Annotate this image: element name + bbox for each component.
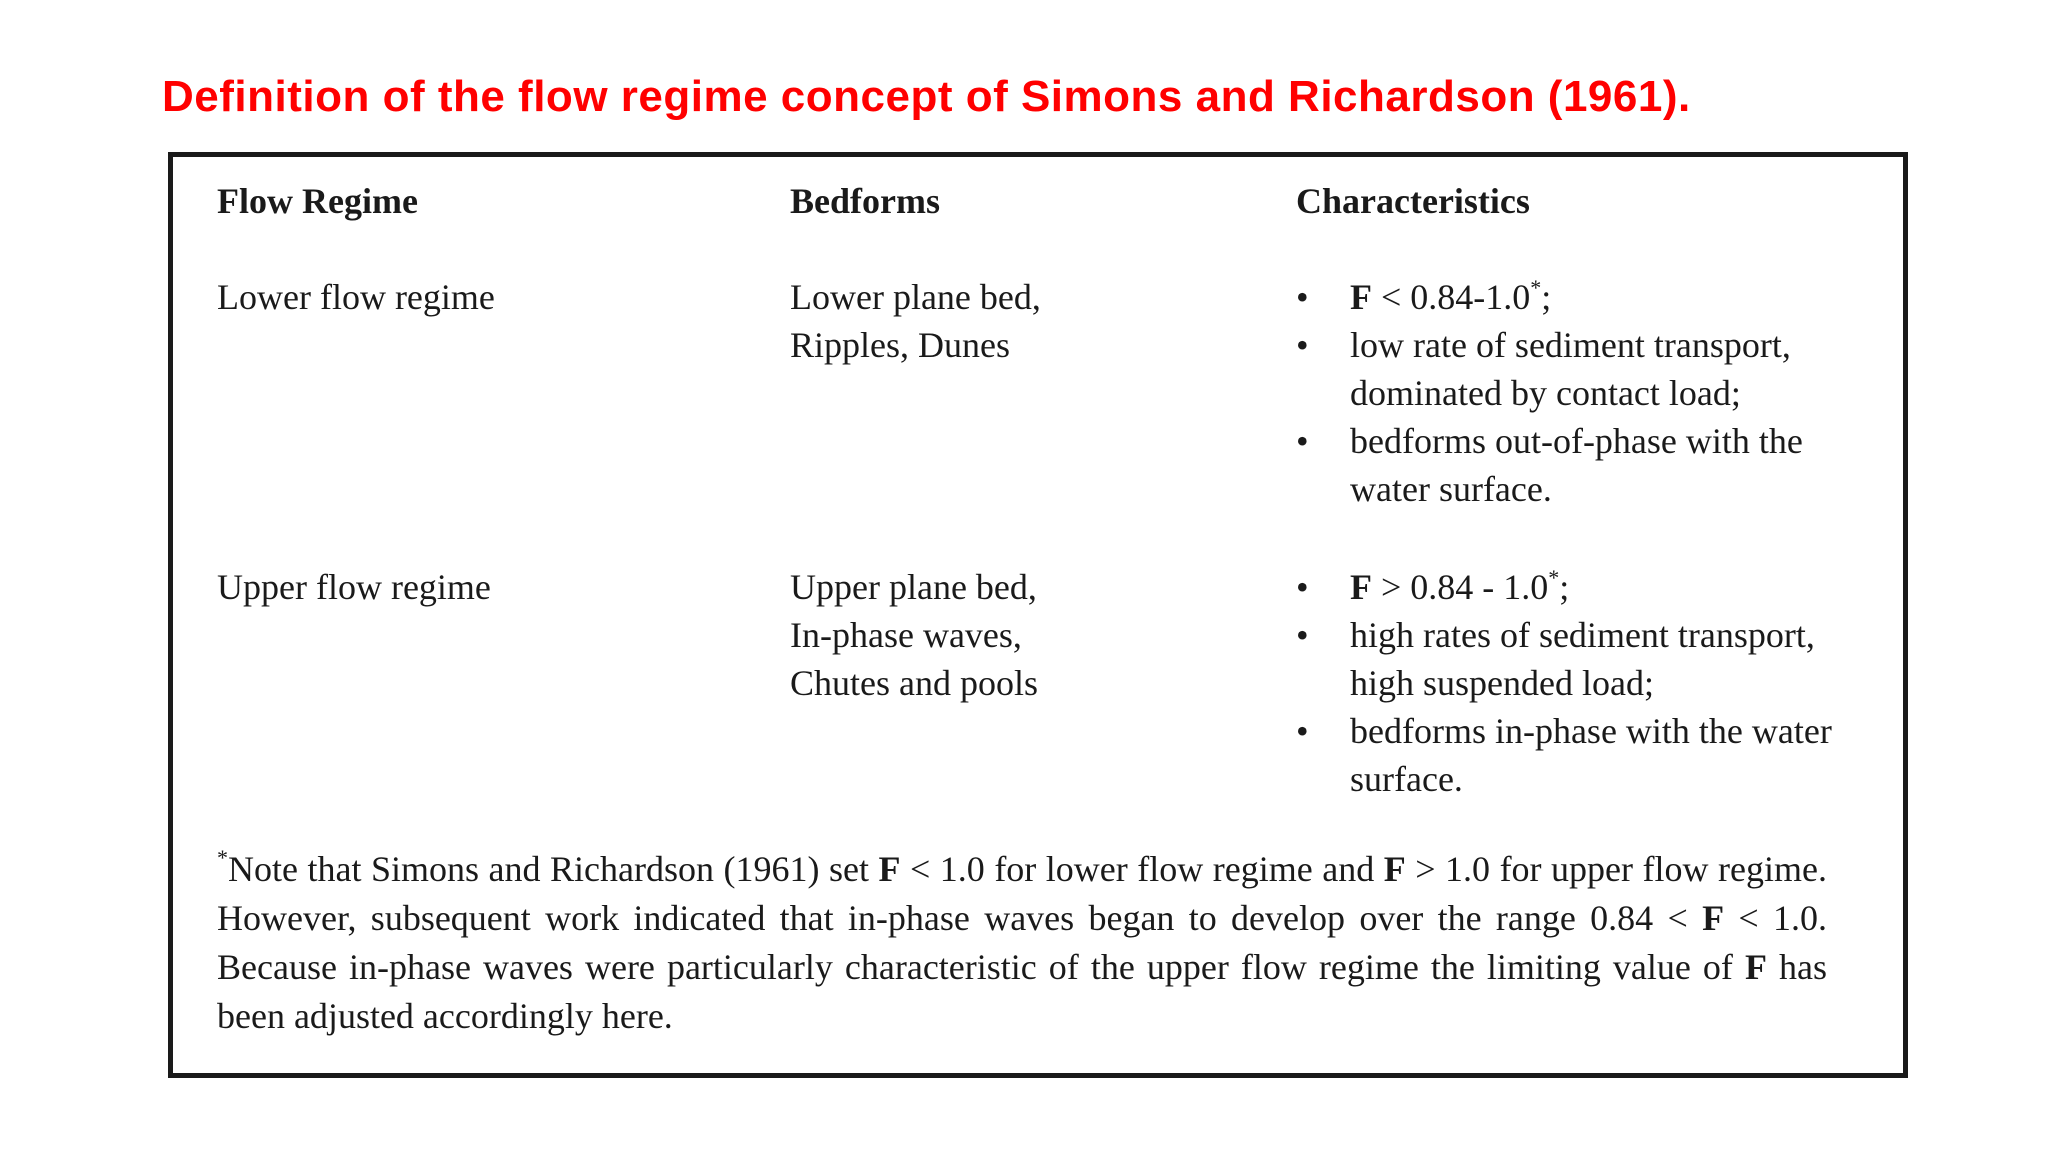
bullet-icon: • xyxy=(1296,711,1309,751)
list-item xyxy=(1296,417,1886,513)
froude-range: < 0.84-1.0 xyxy=(1372,277,1531,317)
characteristic-text: bedforms in-phase with the water surface. xyxy=(1350,711,1832,799)
flow-regime-table xyxy=(168,152,1908,1078)
list-item xyxy=(1296,321,1886,417)
froude-symbol: F xyxy=(1744,947,1767,987)
header-flow-regime: Flow Regime xyxy=(217,181,418,221)
froude-range: > 0.84 - 1.0 xyxy=(1372,567,1549,607)
header-bedforms: Bedforms xyxy=(790,181,940,221)
froude-symbol: F xyxy=(1350,277,1372,317)
list-item xyxy=(1296,273,1886,321)
characteristic-text: low rate of sediment transport, dominated by contact load; xyxy=(1350,325,1791,413)
row-upper-regime: Upper flow regime xyxy=(217,567,491,607)
bullet-icon: • xyxy=(1296,567,1309,607)
footnote-marker: * xyxy=(1530,275,1542,300)
punctuation: ; xyxy=(1559,567,1570,607)
row-upper-bedforms: Upper plane bed, In-phase waves, Chutes and pools xyxy=(790,567,1038,703)
footnote-text: has been adjusted accordingly here. xyxy=(217,947,1827,1036)
punctuation: ; xyxy=(1541,277,1552,317)
footnote-text: < 1.0 for lower flow regime and xyxy=(900,849,1384,889)
bullet-icon: • xyxy=(1296,421,1309,461)
froude-symbol: F xyxy=(1383,849,1406,889)
froude-symbol: F xyxy=(878,849,901,889)
row-lower-characteristics xyxy=(1296,273,1886,513)
footnote-text: > 1.0 for upper flow regime. However, subsequent work indicated that in-phase waves began to develop over the range 0.84 < xyxy=(217,849,1827,938)
footnote-text: Note that Simons and Richardson (1961) set xyxy=(228,849,879,889)
slide-title: Definition of the flow regime concept of Simons and Richardson (1961). xyxy=(162,72,1691,121)
footnote-marker: * xyxy=(217,845,228,870)
footnote xyxy=(217,845,1827,1041)
bullet-icon: • xyxy=(1296,615,1309,655)
bullet-icon: • xyxy=(1296,277,1309,317)
footnote-marker: * xyxy=(1548,565,1560,590)
list-item xyxy=(1296,611,1886,707)
list-item xyxy=(1296,707,1886,803)
froude-symbol: F xyxy=(1702,898,1725,938)
bullet-icon: • xyxy=(1296,325,1309,365)
footnote-text: < 1.0. Because in-phase waves were particularly characteristic of the upper flow regime the limiting value of xyxy=(217,898,1827,987)
list-item xyxy=(1296,563,1886,611)
row-upper-characteristics xyxy=(1296,563,1886,803)
froude-symbol: F xyxy=(1350,567,1372,607)
row-lower-bedforms: Lower plane bed, Ripples, Dunes xyxy=(790,277,1041,365)
characteristic-text: high rates of sediment transport, high suspended load; xyxy=(1350,615,1815,703)
row-lower-regime: Lower flow regime xyxy=(217,277,495,317)
characteristic-text: bedforms out-of-phase with the water surface. xyxy=(1350,421,1803,509)
header-characteristics: Characteristics xyxy=(1296,181,1530,221)
